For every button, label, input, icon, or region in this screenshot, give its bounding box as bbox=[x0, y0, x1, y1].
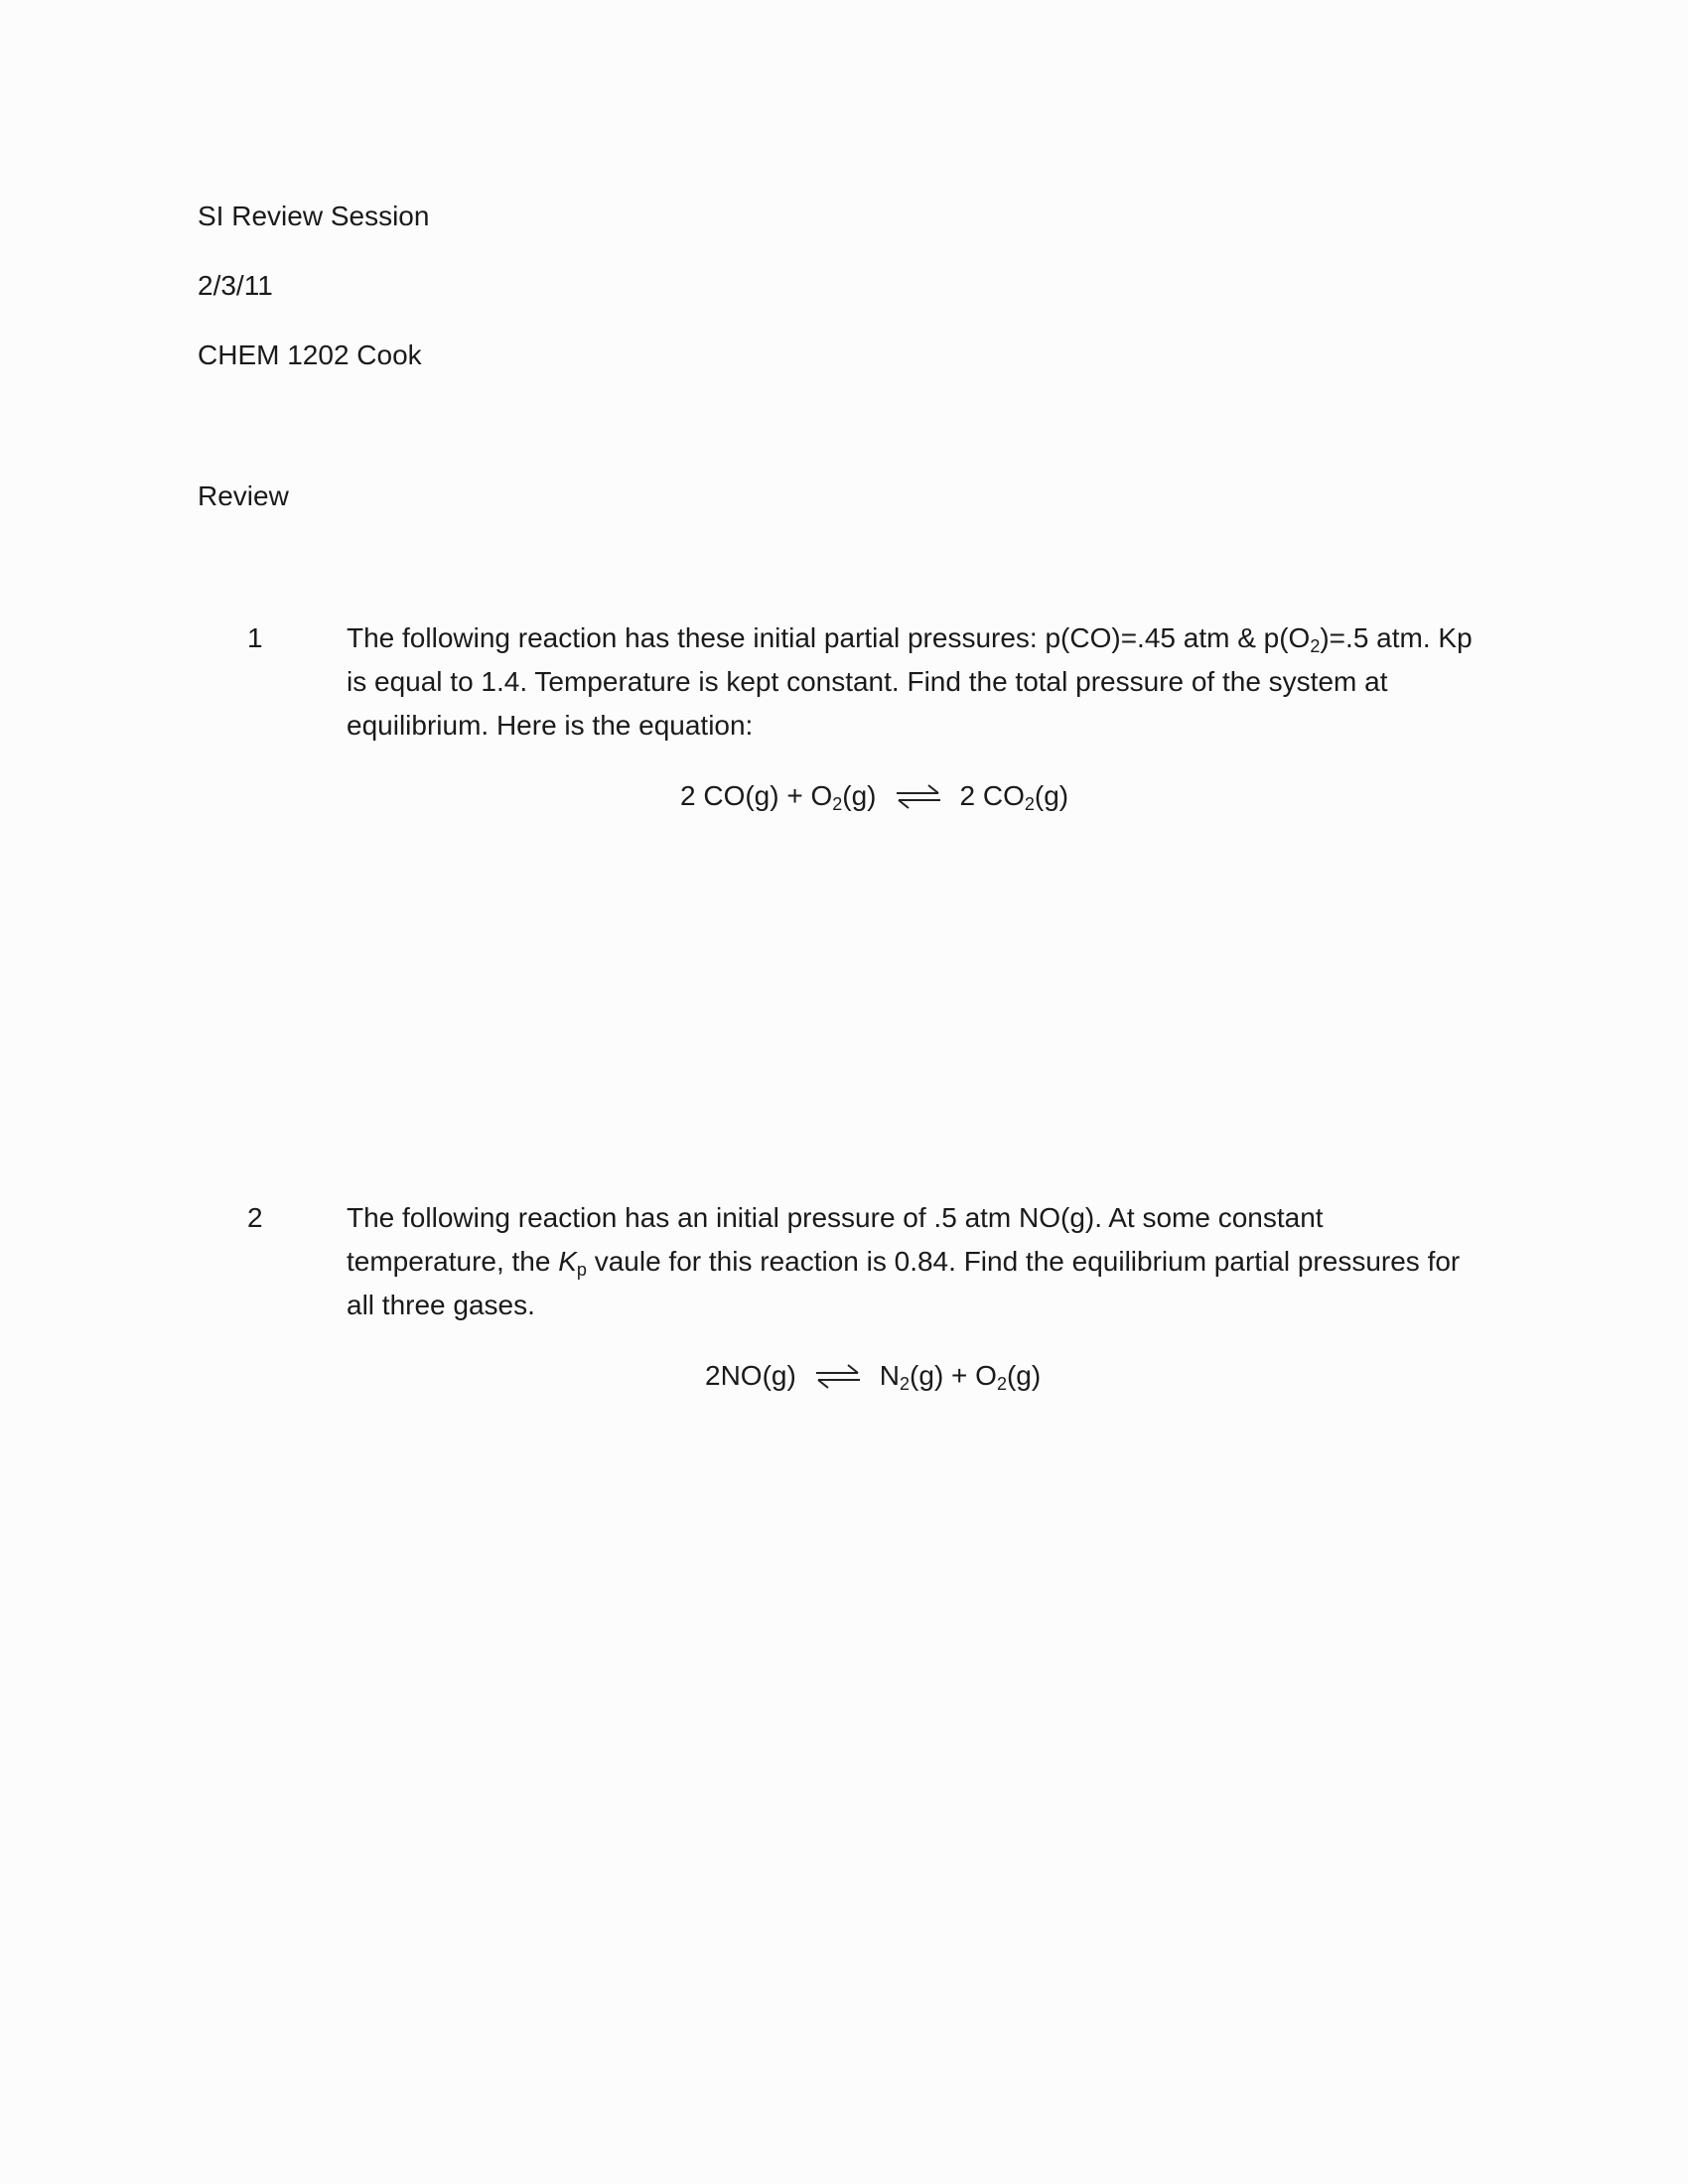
question-line-text: The following reaction has these initial partial pressures: p(CO)=.45 atm & p(O bbox=[347, 622, 1311, 653]
chemical-equation bbox=[680, 779, 1068, 813]
question-text bbox=[347, 616, 1498, 748]
question-number: 2 bbox=[247, 1202, 263, 1233]
question-number: 1 bbox=[247, 622, 263, 653]
equation-products: 2 $CO_2(g)$ bbox=[959, 780, 1069, 814]
question-line: The following reaction has an initial pressure of .5 atm NO(g). At some constant bbox=[347, 1202, 1324, 1233]
question-line: is equal to 1.4. Temperature is kept constant. Find the total pressure of the system at bbox=[347, 666, 1388, 697]
question-line bbox=[347, 616, 1498, 660]
section-title: Review bbox=[198, 480, 289, 511]
question-line: all three gases. bbox=[347, 1290, 535, 1320]
question-line: equilibrium. Here is the equation: bbox=[347, 710, 754, 741]
chemical-equation bbox=[705, 1359, 1041, 1393]
course-name: CHEM 1202 Cook bbox=[198, 340, 422, 370]
document-date: 2/3/11 bbox=[198, 270, 273, 301]
question-line: temperature, the $K_p$ vaule for this reaction is 0.84. Find the equilibrium partial pressures for bbox=[347, 1246, 1461, 1280]
subscript: 2 bbox=[1310, 636, 1321, 656]
equation-products: $N_2(g) + O_2(g)$ bbox=[879, 1360, 1042, 1394]
equilibrium-arrow-icon bbox=[810, 1359, 866, 1393]
document-title: SI Review Session bbox=[198, 201, 430, 231]
question-text bbox=[347, 1196, 1498, 1327]
equation-reactants: 2NO(g) bbox=[705, 1360, 796, 1391]
equation-reactants: 2 $CO(g) + O_2(g)$ bbox=[680, 780, 877, 814]
equilibrium-arrow-icon bbox=[891, 779, 946, 813]
question-line-text: )=.5 atm. Kp bbox=[1320, 622, 1473, 653]
